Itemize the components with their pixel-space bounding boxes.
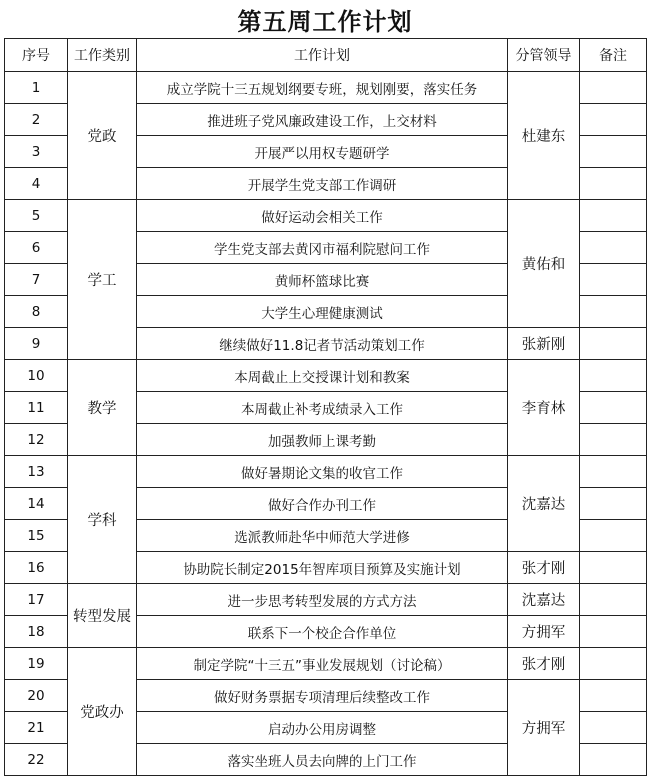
cell-note[interactable]	[580, 648, 647, 680]
cell-plan[interactable]: 学生党支部去黄冈市福利院慰问工作	[137, 232, 508, 264]
header-category[interactable]: 工作类别	[68, 39, 137, 72]
cell-plan[interactable]: 做好暑期论文集的收官工作	[137, 456, 508, 488]
cell-category[interactable]: 党政	[68, 72, 137, 200]
cell-note[interactable]	[580, 584, 647, 616]
cell-plan[interactable]: 本周截止上交授课计划和教案	[137, 360, 508, 392]
cell-plan[interactable]: 联系下一个校企合作单位	[137, 616, 508, 648]
cell-no[interactable]: 19	[5, 648, 68, 680]
table-row	[5, 456, 647, 488]
cell-leader[interactable]: 张新刚	[508, 328, 580, 360]
header-note[interactable]: 备注	[580, 39, 647, 72]
cell-no[interactable]: 2	[5, 104, 68, 136]
page-title: 第五周工作计划	[237, 6, 413, 36]
cell-plan[interactable]: 做好运动会相关工作	[137, 200, 508, 232]
cell-plan[interactable]: 做好合作办刊工作	[137, 488, 508, 520]
table-row	[5, 200, 647, 232]
cell-no[interactable]: 22	[5, 744, 68, 776]
cell-category[interactable]: 学科	[68, 456, 137, 584]
cell-no[interactable]: 17	[5, 584, 68, 616]
cell-note[interactable]	[580, 424, 647, 456]
cell-note[interactable]	[580, 456, 647, 488]
cell-leader[interactable]: 沈嘉达	[508, 456, 580, 552]
cell-category[interactable]: 党政办	[68, 648, 137, 776]
cell-plan[interactable]: 做好财务票据专项清理后续整改工作	[137, 680, 508, 712]
cell-leader[interactable]: 方拥军	[508, 616, 580, 648]
cell-leader[interactable]: 黄佑和	[508, 200, 580, 328]
cell-note[interactable]	[580, 232, 647, 264]
cell-plan[interactable]: 成立学院十三五规划纲要专班，规划刚要，落实任务	[137, 72, 508, 104]
cell-plan[interactable]: 推进班子党风廉政建设工作，上交材料	[137, 104, 508, 136]
cell-plan[interactable]: 进一步思考转型发展的方式方法	[137, 584, 508, 616]
cell-plan[interactable]: 大学生心理健康测试	[137, 296, 508, 328]
cell-no[interactable]: 15	[5, 520, 68, 552]
cell-no[interactable]: 16	[5, 552, 68, 584]
cell-note[interactable]	[580, 488, 647, 520]
cell-plan[interactable]: 启动办公用房调整	[137, 712, 508, 744]
cell-plan[interactable]: 开展严以用权专题研学	[137, 136, 508, 168]
table-row	[5, 72, 647, 104]
cell-no[interactable]: 21	[5, 712, 68, 744]
header-no[interactable]: 序号	[5, 39, 68, 72]
table-row	[5, 648, 647, 680]
cell-note[interactable]	[580, 520, 647, 552]
cell-note[interactable]	[580, 168, 647, 200]
cell-plan[interactable]: 选派教师赴华中师范大学进修	[137, 520, 508, 552]
cell-no[interactable]: 3	[5, 136, 68, 168]
cell-category[interactable]: 教学	[68, 360, 137, 456]
cell-category[interactable]: 转型发展	[68, 584, 137, 648]
cell-no[interactable]: 10	[5, 360, 68, 392]
header-leader[interactable]: 分管领导	[508, 39, 580, 72]
table-row	[5, 584, 647, 616]
table-row	[5, 360, 647, 392]
cell-leader[interactable]: 张才刚	[508, 552, 580, 584]
cell-plan[interactable]: 继续做好11.8记者节活动策划工作	[137, 328, 508, 360]
cell-no[interactable]: 6	[5, 232, 68, 264]
cell-note[interactable]	[580, 328, 647, 360]
cell-no[interactable]: 11	[5, 392, 68, 424]
cell-note[interactable]	[580, 200, 647, 232]
work-plan-table	[4, 38, 647, 776]
cell-note[interactable]	[580, 392, 647, 424]
cell-note[interactable]	[580, 296, 647, 328]
cell-note[interactable]	[580, 136, 647, 168]
cell-note[interactable]	[580, 104, 647, 136]
cell-leader[interactable]: 方拥军	[508, 680, 580, 776]
cell-no[interactable]: 1	[5, 72, 68, 104]
cell-plan[interactable]: 协助院长制定2015年智库项目预算及实施计划	[137, 552, 508, 584]
cell-no[interactable]: 4	[5, 168, 68, 200]
cell-no[interactable]: 7	[5, 264, 68, 296]
cell-leader[interactable]: 沈嘉达	[508, 584, 580, 616]
cell-leader[interactable]: 张才刚	[508, 648, 580, 680]
cell-no[interactable]: 13	[5, 456, 68, 488]
cell-note[interactable]	[580, 744, 647, 776]
cell-plan[interactable]: 开展学生党支部工作调研	[137, 168, 508, 200]
cell-no[interactable]: 18	[5, 616, 68, 648]
cell-note[interactable]	[580, 712, 647, 744]
cell-note[interactable]	[580, 680, 647, 712]
cell-leader[interactable]: 杜建东	[508, 72, 580, 200]
cell-leader[interactable]: 李育林	[508, 360, 580, 456]
cell-no[interactable]: 8	[5, 296, 68, 328]
cell-no[interactable]: 12	[5, 424, 68, 456]
cell-plan[interactable]: 加强教师上课考勤	[137, 424, 508, 456]
cell-plan[interactable]: 本周截止补考成绩录入工作	[137, 392, 508, 424]
cell-note[interactable]	[580, 616, 647, 648]
cell-no[interactable]: 9	[5, 328, 68, 360]
cell-note[interactable]	[580, 552, 647, 584]
cell-no[interactable]: 14	[5, 488, 68, 520]
cell-no[interactable]: 20	[5, 680, 68, 712]
cell-no[interactable]: 5	[5, 200, 68, 232]
header-row	[5, 39, 647, 72]
cell-plan[interactable]: 落实坐班人员去向牌的上门工作	[137, 744, 508, 776]
cell-plan[interactable]: 黄师杯篮球比赛	[137, 264, 508, 296]
header-plan[interactable]: 工作计划	[137, 39, 508, 72]
cell-plan[interactable]: 制定学院“十三五”事业发展规划（讨论稿）	[137, 648, 508, 680]
cell-note[interactable]	[580, 72, 647, 104]
cell-note[interactable]	[580, 264, 647, 296]
cell-note[interactable]	[580, 360, 647, 392]
cell-category[interactable]: 学工	[68, 200, 137, 360]
